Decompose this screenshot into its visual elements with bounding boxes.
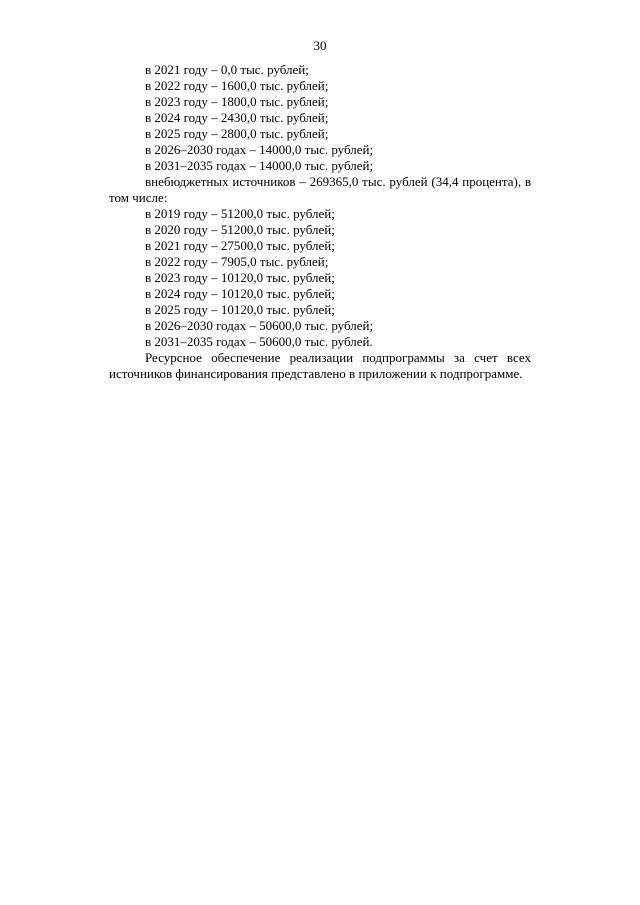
extrabudget-line-2025: в 2025 году – 10120,0 тыс. рублей; — [145, 302, 335, 317]
extrabudget-line-2022: в 2022 году – 7905,0 тыс. рублей; — [145, 254, 329, 269]
funding-line-2022: в 2022 году – 1600,0 тыс. рублей; — [145, 78, 329, 93]
funding-line-2023: в 2023 году – 1800,0 тыс. рублей; — [145, 94, 329, 109]
document-body — [109, 62, 531, 382]
extrabudget-line-2026-2030: в 2026–2030 годах – 50600,0 тыс. рублей; — [145, 318, 374, 333]
closing-paragraph: Ресурсное обеспечение реализации подпрограммы за счет всех источников финансирования представлено в приложении к подпрограмме. — [109, 350, 531, 381]
funding-line-2031-2035: в 2031–2035 годах – 14000,0 тыс. рублей; — [145, 158, 374, 173]
page-number: 30 — [313, 38, 327, 53]
extrabudget-line-2031-2035: в 2031–2035 годах – 50600,0 тыс. рублей. — [145, 334, 373, 349]
funding-line-2025: в 2025 году – 2800,0 тыс. рублей; — [145, 126, 329, 141]
extrabudget-line-2021: в 2021 году – 27500,0 тыс. рублей; — [145, 238, 335, 253]
extrabudget-line-2023: в 2023 году – 10120,0 тыс. рублей; — [145, 270, 335, 285]
funding-line-2024: в 2024 году – 2430,0 тыс. рублей; — [145, 110, 329, 125]
funding-line-2021: в 2021 году – 0,0 тыс. рублей; — [145, 62, 309, 77]
extrabudget-paragraph: внебюджетных источников – 269365,0 тыс. рублей (34,4 процента), в том числе: — [109, 174, 531, 205]
extrabudget-line-2019: в 2019 году – 51200,0 тыс. рублей; — [145, 206, 335, 221]
funding-line-2026-2030: в 2026–2030 годах – 14000,0 тыс. рублей; — [145, 142, 374, 157]
extrabudget-line-2020: в 2020 году – 51200,0 тыс. рублей; — [145, 222, 335, 237]
extrabudget-line-2024: в 2024 году – 10120,0 тыс. рублей; — [145, 286, 335, 301]
